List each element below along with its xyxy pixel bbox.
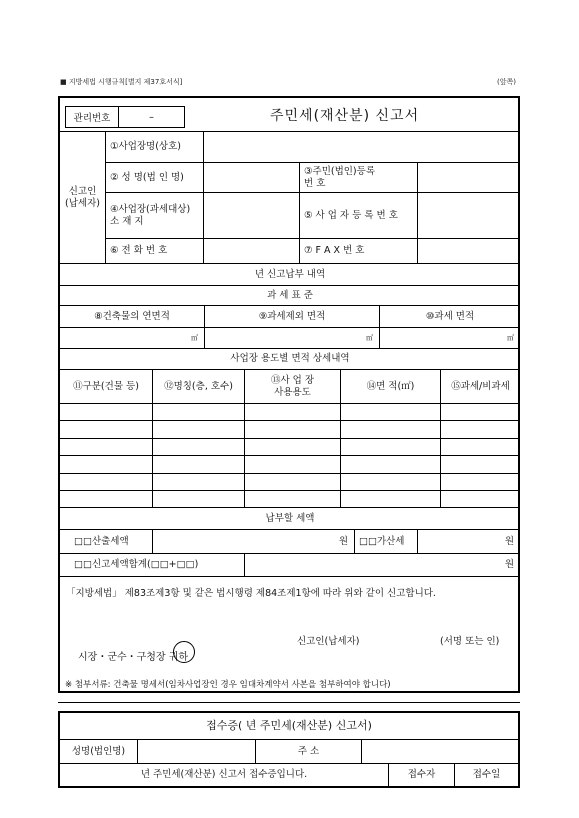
report-section-header: 년 신고납부 내역	[60, 264, 520, 286]
seal-circle-icon	[173, 641, 195, 663]
declarant-sign-label: 신고인(납세자)	[297, 636, 360, 647]
calc-tax-field[interactable]	[153, 530, 355, 554]
biz-address-label: ④사업장(과세대상) 소 재 지	[106, 193, 204, 239]
col-type-header: ⑪구분(건물 등)	[60, 370, 153, 404]
won-unit: 원	[504, 559, 514, 571]
bullet-icon: ■	[60, 78, 69, 86]
detail-cell-name[interactable]	[153, 421, 245, 438]
biz-name-field[interactable]	[204, 132, 520, 163]
detail-cell-name[interactable]	[153, 456, 245, 473]
receipt-address-label: 주 소	[256, 740, 362, 764]
detail-cell-use[interactable]	[245, 474, 341, 491]
detail-cell-use[interactable]	[245, 456, 341, 473]
regulation-header	[60, 77, 182, 87]
detail-cell-type[interactable]	[60, 421, 153, 438]
biz-address-field[interactable]	[204, 193, 300, 239]
detail-cell-area[interactable]	[341, 421, 441, 438]
area-total-field[interactable]	[60, 328, 205, 349]
col-name-header: ⑫명칭(층, 호수)	[153, 370, 245, 404]
main-form	[58, 96, 520, 693]
reg-no-label: ③주민(법인)등록 번 호	[300, 163, 418, 193]
declarant-label: 신고인 (납세자)	[60, 132, 106, 264]
detail-cell-taxable[interactable]	[441, 474, 520, 491]
phone-field[interactable]	[204, 239, 300, 264]
detail-cell-taxable[interactable]	[441, 439, 520, 456]
detail-cell-type[interactable]	[60, 439, 153, 456]
area-excluded-field[interactable]	[205, 328, 380, 349]
detail-cell-taxable[interactable]	[441, 421, 520, 438]
detail-cell-area[interactable]	[341, 456, 441, 473]
area-taxable-field[interactable]	[380, 328, 520, 349]
name-label: ② 성 명(법 인 명)	[106, 163, 204, 193]
detail-cell-area[interactable]	[341, 491, 441, 508]
unit-m2: ㎡	[366, 333, 373, 342]
receipt-form	[58, 711, 520, 788]
col-use-header: ⑬사 업 장 사용용도	[245, 370, 341, 404]
payable-section-header: 납부할 세액	[60, 508, 520, 530]
detail-cell-area[interactable]	[341, 439, 441, 456]
detail-cell-type[interactable]	[60, 491, 153, 508]
receipt-confirm-text: 년 주민세(재산분) 신고서 접수증입니다.	[60, 764, 389, 786]
fax-field[interactable]	[418, 239, 520, 264]
detail-cell-type[interactable]	[60, 456, 153, 473]
detail-cell-name[interactable]	[153, 439, 245, 456]
detail-cell-area[interactable]	[341, 474, 441, 491]
biz-reg-field[interactable]	[418, 193, 520, 239]
receipt-receiver-label: 접수자	[389, 764, 455, 786]
col-taxable-header: ⑮과세/비과세	[441, 370, 520, 404]
detail-cell-use[interactable]	[245, 491, 341, 508]
detail-cell-area[interactable]	[341, 404, 441, 421]
detail-cell-taxable[interactable]	[441, 491, 520, 508]
unit-m2: ㎡	[191, 333, 198, 342]
detail-cell-name[interactable]	[153, 474, 245, 491]
biz-name-label: ①사업장명(상호)	[106, 132, 204, 163]
mgmt-number-value[interactable]: –	[149, 111, 154, 123]
fax-label: ⑦ F A X 번 호	[300, 239, 418, 264]
unit-m2: ㎡	[507, 333, 514, 342]
area-taxable-label: ⑩과세 면적	[380, 306, 520, 328]
detail-cell-use[interactable]	[245, 421, 341, 438]
phone-label: ⑥ 전 화 번 호	[106, 239, 204, 264]
detail-cell-name[interactable]	[153, 404, 245, 421]
attachment-note: ※ 첨부서류: 건축물 명세서(임차사업장인 경우 임대차계약서 사본을 첨부하여야 합니다)	[65, 680, 391, 690]
reg-no-field[interactable]	[418, 163, 520, 193]
biz-reg-label: ⑤ 사 업 자 등 록 번 호	[300, 193, 418, 239]
calc-tax-label: □□산출세액	[60, 530, 153, 554]
regulation-text: 지방세법 시행규칙[별지 제37호서식]	[68, 78, 183, 86]
tax-base-header: 과 세 표 준	[60, 286, 520, 306]
detail-cell-name[interactable]	[153, 491, 245, 508]
page-side-label: (앞쪽)	[497, 78, 516, 86]
name-field[interactable]	[204, 163, 300, 193]
receipt-name-label: 성명(법인명)	[60, 740, 138, 764]
receipt-name-field[interactable]	[138, 740, 256, 764]
total-tax-label: □□신고세액합계(□□+□□)	[60, 554, 245, 577]
area-excluded-label: ⑨과세제외 면적	[205, 306, 380, 328]
detail-cell-type[interactable]	[60, 404, 153, 421]
area-total-label: ⑧건축물의 연면적	[60, 306, 205, 328]
detail-section-header: 사업장 용도별 면적 상세내역	[60, 349, 520, 370]
penalty-tax-field[interactable]	[418, 530, 520, 554]
detail-cell-taxable[interactable]	[441, 456, 520, 473]
form-title: 주민세(재산분) 신고서	[270, 108, 420, 124]
won-unit: 원	[504, 535, 514, 547]
total-tax-field[interactable]	[245, 554, 520, 577]
detail-cell-taxable[interactable]	[441, 404, 520, 421]
addressee: 시장・군수・구청장 귀하	[78, 652, 189, 663]
col-area-header: ⑭면 적(㎡)	[341, 370, 441, 404]
detail-cell-use[interactable]	[245, 404, 341, 421]
mgmt-number-label: 관리번호	[66, 107, 119, 127]
detail-cell-use[interactable]	[245, 439, 341, 456]
won-unit: 원	[338, 535, 348, 547]
declaration-text: 「지방세법」 제83조제3항 및 같은 법시행령 제84조제1항에 따라 위와 같이 신고합니다.	[66, 588, 436, 599]
penalty-tax-label: □□가산세	[355, 530, 418, 554]
detail-cell-type[interactable]	[60, 474, 153, 491]
mgmt-number-box	[65, 106, 185, 128]
receipt-address-field[interactable]	[362, 740, 518, 764]
separator-line	[58, 702, 520, 703]
receipt-date-label: 접수일	[472, 769, 501, 781]
sign-note: (서명 또는 인)	[440, 636, 500, 647]
receipt-title: 접수증( 년 주민세(재산분) 신고서)	[60, 713, 518, 740]
